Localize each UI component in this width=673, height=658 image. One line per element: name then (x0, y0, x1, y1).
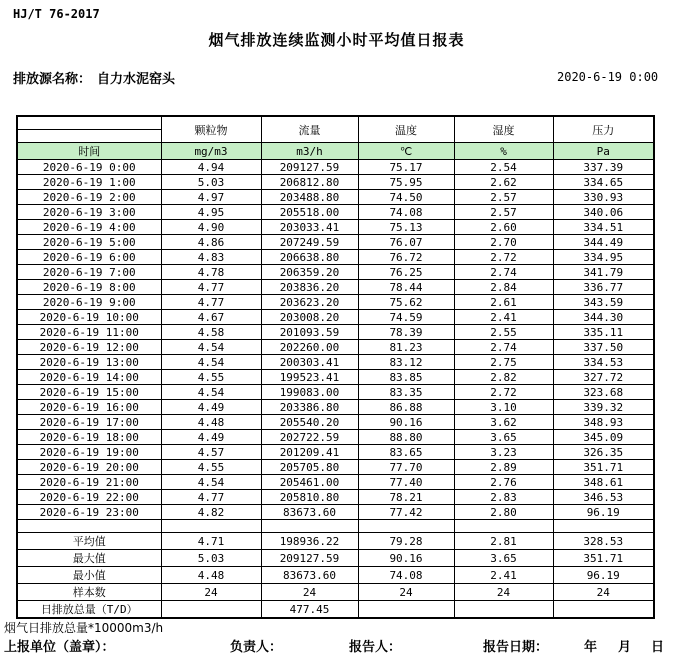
row-time: 2020-6-19 22:00 (17, 490, 161, 505)
unit-humidity: % (454, 143, 553, 160)
cell-value: 2.70 (454, 235, 553, 250)
cell-value: 326.35 (553, 445, 654, 460)
row-time: 2020-6-19 8:00 (17, 280, 161, 295)
cell-value: 344.30 (553, 310, 654, 325)
page-title: 烟气排放连续监测小时平均值日报表 (208, 31, 465, 49)
table-row (17, 490, 654, 505)
row-time: 2020-6-19 4:00 (17, 220, 161, 235)
table-row (17, 430, 654, 445)
cell-value: 336.77 (553, 280, 654, 295)
cell-value: 346.53 (553, 490, 654, 505)
cell-value: 202260.00 (261, 340, 358, 355)
cell-value: 2.76 (454, 475, 553, 490)
cell-value: 76.07 (358, 235, 454, 250)
cell-value: 83.12 (358, 355, 454, 370)
cell-value: 2.54 (454, 160, 553, 175)
cell-value: 2.60 (454, 220, 553, 235)
column-header-particulate: 颗粒物 (161, 116, 261, 143)
row-time: 2020-6-19 19:00 (17, 445, 161, 460)
cell-value: 24 (358, 584, 454, 601)
cell-value: 2.74 (454, 265, 553, 280)
cell-value: 343.59 (553, 295, 654, 310)
table-row (17, 235, 654, 250)
cell-value: 75.13 (358, 220, 454, 235)
cell-value: 206638.80 (261, 250, 358, 265)
cell-value: 4.54 (161, 475, 261, 490)
cell-value: 337.50 (553, 340, 654, 355)
cell-value: 4.78 (161, 265, 261, 280)
cell-value: 2.89 (454, 460, 553, 475)
header-row-labels (17, 116, 654, 130)
cell-value: 24 (454, 584, 553, 601)
cell-value: 205461.00 (261, 475, 358, 490)
cell-value (553, 520, 654, 533)
cell-value: 2.81 (454, 533, 553, 550)
summary-row (17, 567, 654, 584)
cell-value (553, 601, 654, 619)
table-row (17, 385, 654, 400)
summary-label: 最小值 (17, 567, 161, 584)
table-row (17, 415, 654, 430)
cell-value: 203488.80 (261, 190, 358, 205)
cell-value: 2.61 (454, 295, 553, 310)
unit-temperature: ℃ (358, 143, 454, 160)
row-time: 2020-6-19 3:00 (17, 205, 161, 220)
table-row (17, 175, 654, 190)
summary-row (17, 601, 654, 619)
cell-value: 202722.59 (261, 430, 358, 445)
cell-value: 4.49 (161, 400, 261, 415)
report-date-label: 报告日期： (483, 640, 549, 655)
row-time: 2020-6-19 15:00 (17, 385, 161, 400)
cell-value: 4.55 (161, 370, 261, 385)
cell-value: 334.65 (553, 175, 654, 190)
cell-value: 75.95 (358, 175, 454, 190)
cell-value: 348.61 (553, 475, 654, 490)
cell-value: 2.41 (454, 567, 553, 584)
cell-value: 2.72 (454, 250, 553, 265)
cell-value: 4.55 (161, 460, 261, 475)
source-name-value: 自力水泥窑头 (97, 72, 176, 87)
cell-value: 207249.59 (261, 235, 358, 250)
table-row (17, 295, 654, 310)
cell-value: 341.79 (553, 265, 654, 280)
footer-note: 烟气日排放总量*10000m3/h (4, 621, 164, 635)
cell-value: 74.08 (358, 567, 454, 584)
unit-particulate: mg/m3 (161, 143, 261, 160)
table-row (17, 160, 654, 175)
cell-value: 86.88 (358, 400, 454, 415)
cell-value: 2.83 (454, 490, 553, 505)
cell-value: 199523.41 (261, 370, 358, 385)
data-rows (17, 160, 654, 619)
header-time-top-cell (17, 116, 161, 130)
cell-value: 4.54 (161, 385, 261, 400)
cell-value: 4.48 (161, 567, 261, 584)
manager-label: 负责人： (230, 640, 283, 655)
cell-value (454, 601, 553, 619)
row-time: 2020-6-19 7:00 (17, 265, 161, 280)
table-row (17, 280, 654, 295)
source-name-label: 排放源名称： (13, 72, 92, 87)
cell-value (358, 520, 454, 533)
row-time: 2020-6-19 1:00 (17, 175, 161, 190)
row-time: 2020-6-19 13:00 (17, 355, 161, 370)
header-time-bottom-cell (17, 130, 161, 143)
row-time: 2020-6-19 2:00 (17, 190, 161, 205)
cell-value: 4.77 (161, 280, 261, 295)
cell-value: 4.97 (161, 190, 261, 205)
cell-value: 4.86 (161, 235, 261, 250)
table-row (17, 325, 654, 340)
column-header-flow: 流量 (261, 116, 358, 143)
cell-value: 3.65 (454, 550, 553, 567)
hourly-average-table (16, 115, 655, 619)
row-time: 2020-6-19 10:00 (17, 310, 161, 325)
row-time: 2020-6-19 11:00 (17, 325, 161, 340)
column-header-temperature: 温度 (358, 116, 454, 143)
cell-value: 4.77 (161, 295, 261, 310)
standard-code: HJ/T 76-2017 (13, 7, 100, 21)
cell-value: 78.44 (358, 280, 454, 295)
cell-value: 345.09 (553, 430, 654, 445)
cell-value (261, 520, 358, 533)
cell-value: 83.85 (358, 370, 454, 385)
cell-value: 4.48 (161, 415, 261, 430)
cell-value: 4.83 (161, 250, 261, 265)
table-row (17, 265, 654, 280)
cell-value: 96.19 (553, 567, 654, 584)
cell-value: 4.82 (161, 505, 261, 520)
cell-value (358, 601, 454, 619)
cell-value: 2.41 (454, 310, 553, 325)
cell-value: 3.62 (454, 415, 553, 430)
row-time: 2020-6-19 6:00 (17, 250, 161, 265)
cell-value: 4.54 (161, 355, 261, 370)
cell-value: 2.82 (454, 370, 553, 385)
table-row (17, 505, 654, 520)
cell-value: 24 (161, 584, 261, 601)
row-time: 2020-6-19 17:00 (17, 415, 161, 430)
summary-label: 日排放总量（T/D） (17, 601, 161, 619)
cell-value: 199083.00 (261, 385, 358, 400)
table-row (17, 445, 654, 460)
cell-value: 75.62 (358, 295, 454, 310)
cell-value: 83673.60 (261, 567, 358, 584)
cell-value: 351.71 (553, 460, 654, 475)
cell-value: 328.53 (553, 533, 654, 550)
row-time: 2020-6-19 23:00 (17, 505, 161, 520)
row-time: 2020-6-19 14:00 (17, 370, 161, 385)
summary-label: 最大值 (17, 550, 161, 567)
cell-value: 3.65 (454, 430, 553, 445)
cell-value: 2.75 (454, 355, 553, 370)
cell-value: 90.16 (358, 550, 454, 567)
cell-value: 96.19 (553, 505, 654, 520)
cell-value: 2.62 (454, 175, 553, 190)
summary-row (17, 550, 654, 567)
cell-value: 75.17 (358, 160, 454, 175)
summary-label: 平均值 (17, 533, 161, 550)
day-label: 日 (651, 640, 665, 655)
cell-value: 351.71 (553, 550, 654, 567)
summary-row (17, 533, 654, 550)
reporter-label: 报告人： (349, 640, 402, 655)
reporting-unit-label: 上报单位（盖章）： (4, 640, 115, 655)
cell-value: 2.80 (454, 505, 553, 520)
cell-value: 90.16 (358, 415, 454, 430)
cell-value: 4.54 (161, 340, 261, 355)
table-row (17, 460, 654, 475)
cell-value: 205540.20 (261, 415, 358, 430)
row-time: 2020-6-19 18:00 (17, 430, 161, 445)
cell-value: 203386.80 (261, 400, 358, 415)
cell-value: 203033.41 (261, 220, 358, 235)
cell-value: 198936.22 (261, 533, 358, 550)
table-row (17, 310, 654, 325)
cell-value: 334.53 (553, 355, 654, 370)
row-time: 2020-6-19 5:00 (17, 235, 161, 250)
cell-value: 205705.80 (261, 460, 358, 475)
table-row (17, 400, 654, 415)
cell-value: 206359.20 (261, 265, 358, 280)
cell-value: 205810.80 (261, 490, 358, 505)
cell-value: 4.90 (161, 220, 261, 235)
cell-value: 74.50 (358, 190, 454, 205)
row-time: 2020-6-19 21:00 (17, 475, 161, 490)
cell-value (454, 520, 553, 533)
cell-value: 76.72 (358, 250, 454, 265)
column-header-humidity: 湿度 (454, 116, 553, 143)
unit-row (17, 143, 654, 160)
row-time: 2020-6-19 0:00 (17, 160, 161, 175)
cell-value: 340.06 (553, 205, 654, 220)
cell-value: 339.32 (553, 400, 654, 415)
cell-value: 83673.60 (261, 505, 358, 520)
cell-value: 335.11 (553, 325, 654, 340)
cell-value: 2.55 (454, 325, 553, 340)
table-row (17, 220, 654, 235)
cell-value: 205518.00 (261, 205, 358, 220)
cell-value: 348.93 (553, 415, 654, 430)
cell-value: 4.57 (161, 445, 261, 460)
cell-value: 209127.59 (261, 160, 358, 175)
cell-value: 334.95 (553, 250, 654, 265)
cell-value: 81.23 (358, 340, 454, 355)
row-time: 2020-6-19 16:00 (17, 400, 161, 415)
cell-value: 4.94 (161, 160, 261, 175)
cell-value: 206812.80 (261, 175, 358, 190)
cell-value: 200303.41 (261, 355, 358, 370)
cell-value: 4.58 (161, 325, 261, 340)
month-label: 月 (618, 640, 632, 655)
cell-value: 201209.41 (261, 445, 358, 460)
cell-value: 74.59 (358, 310, 454, 325)
table-row (17, 205, 654, 220)
cell-value: 2.57 (454, 205, 553, 220)
cell-value: 3.23 (454, 445, 553, 460)
cell-value: 5.03 (161, 175, 261, 190)
cell-value: 5.03 (161, 550, 261, 567)
cell-value: 88.80 (358, 430, 454, 445)
cell-value: 330.93 (553, 190, 654, 205)
row-time: 2020-6-19 9:00 (17, 295, 161, 310)
column-header-pressure: 压力 (553, 116, 654, 143)
cell-value: 4.49 (161, 430, 261, 445)
cell-value: 78.21 (358, 490, 454, 505)
cell-value: 4.77 (161, 490, 261, 505)
unit-flow: m3/h (261, 143, 358, 160)
table-row (17, 190, 654, 205)
cell-value: 344.49 (553, 235, 654, 250)
cell-value: 77.42 (358, 505, 454, 520)
year-label: 年 (584, 640, 598, 655)
cell-value: 24 (553, 584, 654, 601)
report-datetime: 2020-6-19 0:00 (557, 70, 659, 84)
spacer-row (17, 520, 654, 533)
cell-value: 203836.20 (261, 280, 358, 295)
cell-value: 334.51 (553, 220, 654, 235)
table-row (17, 250, 654, 265)
table-row (17, 475, 654, 490)
cell-value: 2.84 (454, 280, 553, 295)
cell-value: 2.74 (454, 340, 553, 355)
cell-value: 4.95 (161, 205, 261, 220)
cell-value: 4.67 (161, 310, 261, 325)
cell-value: 76.25 (358, 265, 454, 280)
cell-value: 77.40 (358, 475, 454, 490)
cell-value: 24 (261, 584, 358, 601)
cell-value: 2.72 (454, 385, 553, 400)
cell-value: 203008.20 (261, 310, 358, 325)
table-row (17, 355, 654, 370)
spacer-cell (17, 520, 161, 533)
cell-value: 323.68 (553, 385, 654, 400)
cell-value (161, 520, 261, 533)
table-row (17, 370, 654, 385)
cell-value: 477.45 (261, 601, 358, 619)
cell-value: 83.35 (358, 385, 454, 400)
table-row (17, 340, 654, 355)
row-time: 2020-6-19 20:00 (17, 460, 161, 475)
cell-value: 4.71 (161, 533, 261, 550)
cell-value: 74.08 (358, 205, 454, 220)
cell-value: 201093.59 (261, 325, 358, 340)
row-time: 2020-6-19 12:00 (17, 340, 161, 355)
cell-value: 78.39 (358, 325, 454, 340)
cell-value: 3.10 (454, 400, 553, 415)
cell-value: 83.65 (358, 445, 454, 460)
cell-value: 327.72 (553, 370, 654, 385)
unit-pressure: Pa (553, 143, 654, 160)
cell-value: 209127.59 (261, 550, 358, 567)
cell-value: 2.57 (454, 190, 553, 205)
cell-value: 77.70 (358, 460, 454, 475)
cell-value (161, 601, 261, 619)
cell-value: 337.39 (553, 160, 654, 175)
cell-value: 203623.20 (261, 295, 358, 310)
summary-row (17, 584, 654, 601)
time-column-header: 时间 (17, 143, 161, 160)
cell-value: 79.28 (358, 533, 454, 550)
summary-label: 样本数 (17, 584, 161, 601)
